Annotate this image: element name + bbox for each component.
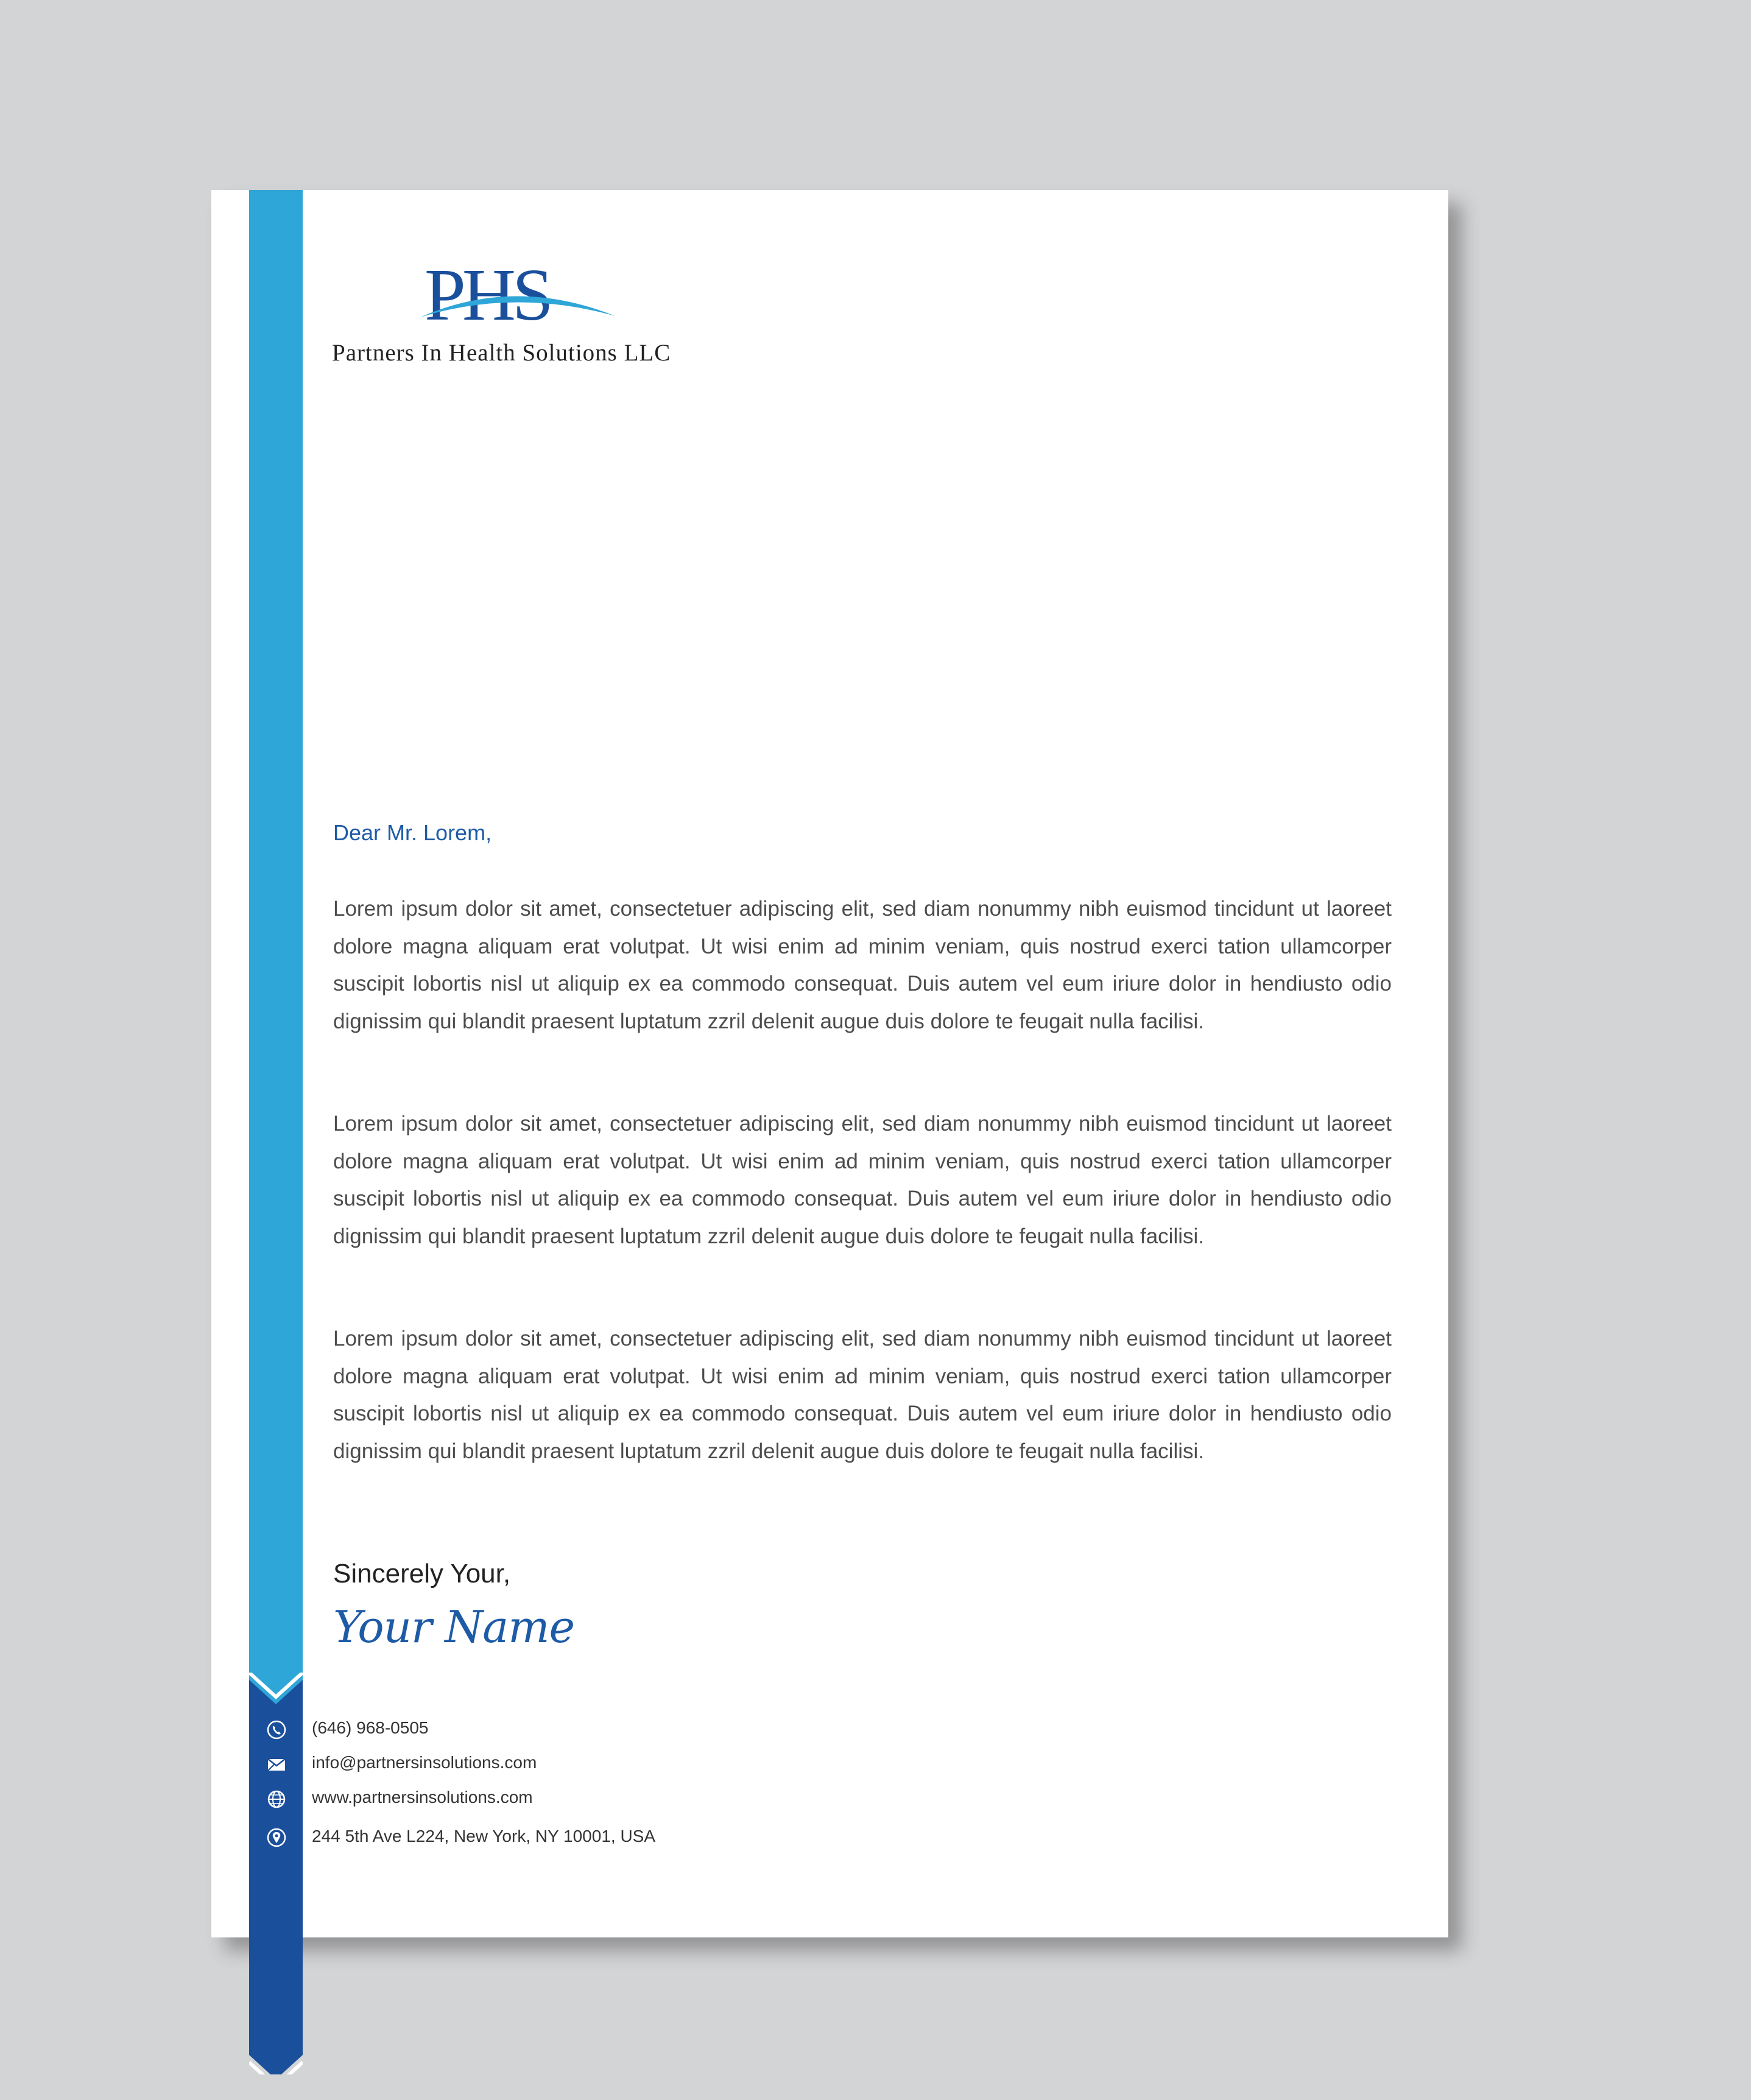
signature: Your Name — [333, 1601, 575, 1652]
letterhead-sheet — [211, 190, 1448, 1937]
phs-monogram-logo — [332, 248, 734, 339]
location-pin-icon — [266, 1827, 287, 1848]
salutation: Dear Mr. Lorem, — [333, 820, 492, 845]
closing-line: Sincerely Your, — [333, 1559, 511, 1589]
contact-address: 244 5th Ave L224, New York, NY 10001, USA — [312, 1827, 656, 1845]
body-paragraph: Lorem ipsum dolor sit amet, consectetuer adipiscing elit, sed diam nonummy nibh euismod tincidunt ut laoreet dolore magna aliquam erat volutpat. Ut wisi enim ad minim veniam, quis nostrud exerci tation ullamcorper suscipit lobortis nisl ut aliquip ex ea commodo consequat. Duis autem vel eum iriure dolor in hendiusto odio dignissim qui blandit praesent luptatum zzril delenit augue duis dolore te feugait nulla facilisi. — [333, 1327, 1392, 1463]
body-paragraph: Lorem ipsum dolor sit amet, consectetuer adipiscing elit, sed diam nonummy nibh euismod tincidunt ut laoreet dolore magna aliquam erat volutpat. Ut wisi enim ad minim veniam, quis nostrud exerci tation ullamcorper suscipit lobortis nisl ut aliquip ex ea commodo consequat. Duis autem vel eum iriure dolor in hendiusto odio dignissim qui blandit praesent luptatum zzril delenit augue duis dolore te feugait nulla facilisi. — [333, 1112, 1392, 1248]
contact-website[interactable]: www.partnersinsolutions.com — [312, 1788, 533, 1807]
globe-icon — [266, 1789, 287, 1810]
svg-text:PHS: PHS — [425, 254, 550, 336]
phone-icon — [266, 1719, 287, 1740]
contact-phone[interactable]: (646) 968-0505 — [312, 1718, 429, 1737]
company-name: Partners In Health Solutions LLC — [332, 340, 671, 366]
body-paragraph: Lorem ipsum dolor sit amet, consectetuer adipiscing elit, sed diam nonummy nibh euismod tincidunt ut laoreet dolore magna aliquam erat volutpat. Ut wisi enim ad minim veniam, quis nostrud exerci tation ullamcorper suscipit lobortis nisl ut aliquip ex ea commodo consequat. Duis autem vel eum iriure dolor in hendiusto odio dignissim qui blandit praesent luptatum zzril delenit augue duis dolore te feugait nulla facilisi. — [333, 897, 1392, 1033]
company-logo — [332, 248, 734, 388]
contact-email[interactable]: info@partnersinsolutions.com — [312, 1753, 537, 1772]
envelope-icon — [266, 1754, 287, 1775]
